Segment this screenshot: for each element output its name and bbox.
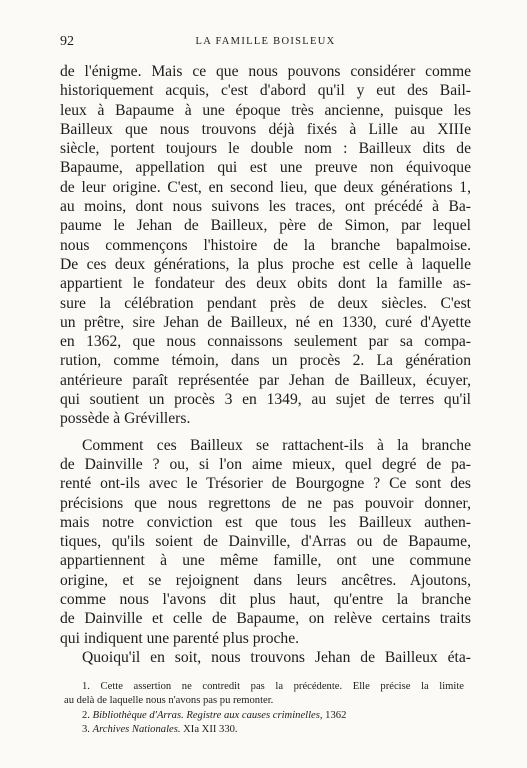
body-line: rution, comme témoin, dans un procès 2. La génération (60, 352, 471, 370)
body-line: qui indiquent une parenté plus proche. (60, 629, 300, 647)
body-line: un prêtre, sire Jehan de Bailleux, né en 1330, curé d'Ayette (60, 313, 471, 331)
body-line: antérieure paraît représentée par Jehan de Bailleux, écuyer, (60, 371, 471, 389)
body-line: appartiennent à une même famille, ont une commune (60, 552, 471, 570)
footnote-2 (64, 709, 464, 723)
body-line: historiquement acquis, c'est d'abord qu'il y eut des Bail- (60, 82, 471, 100)
footnote-3 (64, 723, 464, 737)
body-line: mais notre conviction est que tous les Bailleux authen- (60, 513, 471, 531)
body-line: de Dainville ? ou, si l'on aime mieux, quel degré de pa- (60, 455, 471, 473)
footnote-3-source: Archives Nationales. (92, 724, 181, 736)
body-line: origine, et se rejoignent dans leurs ancêtres. Ajoutons, (60, 571, 471, 589)
running-title: LA FAMILLE BOISLEUX (195, 36, 336, 47)
body-line: De ces deux générations, la plus proche est celle à laquelle (60, 255, 471, 273)
body-line: sure la célébration pendant près de deux siècles. C'est (60, 294, 471, 312)
body-line: leux à Bapaume à une époque très ancienne, puisque les (60, 101, 471, 119)
body-line: précisions que nous regrettons de ne pas pouvoir donner, (60, 494, 471, 512)
body-line: de Dainville et celle de Bapaume, on relève certains traits (60, 610, 471, 628)
page-number: 92 (60, 34, 74, 49)
body-line: comme nous l'avons dit plus haut, qu'entre la branche (60, 591, 471, 609)
body-line: en 1362, que nous connaissons seulement par sa compa- (60, 333, 471, 351)
footnote-1-line: au delà de laquelle nous n'avons pas pu remonter. (64, 695, 274, 707)
footnote-2-source: Bibliothèque d'Arras. Registre aux causes criminelles, (92, 709, 323, 721)
body-line: qui soutient un procès 3 en 1349, au sujet de terres qu'il (60, 391, 471, 409)
body-line: appartient le fondateur des deux obits dont la famille as- (60, 275, 471, 293)
body-line: Quoiqu'il en soit, nous trouvons Jehan de Bailleux éta- (82, 648, 471, 666)
body-line: Bapaume, appellation qui est une preuve non équivoque (60, 159, 471, 177)
footnote-2-year: 1362 (325, 709, 347, 721)
body-line: paume le Jehan de Bailleux, père de Simon, par lequel (60, 217, 471, 235)
footnotes (64, 680, 464, 738)
body-line: possède à Grévillers. (60, 410, 191, 428)
body-line: Comment ces Bailleux se rattachent-ils à la branche (82, 436, 471, 454)
page-header (60, 34, 471, 54)
body-line: renté ont-ils avec le Trésorier de Bourgogne ? Ce sont des (60, 475, 471, 493)
body-line: siècle, portent toujours le double nom : Bailleux dits de (60, 140, 471, 158)
body-text (60, 62, 471, 667)
body-line: Bailleux que nous trouvons déjà fixés à Lille au XIIIe (60, 120, 471, 138)
footnote-3-number: 3. (82, 724, 90, 736)
body-line: de l'énigme. Mais ce que nous pouvons considérer comme (60, 63, 471, 80)
body-line: tiques, qu'ils soient de Dainville, d'Arras ou de Bapaume, (60, 533, 471, 551)
body-line: nous commençons l'histoire de la branche bapalmoise. (60, 236, 471, 254)
footnote-2-number: 2. (82, 709, 90, 721)
body-line: au moins, dont nous suivons les traces, ont précédé à Ba- (60, 198, 471, 216)
body-line: de leur origine. C'est, en second lieu, que deux générations 1, (60, 178, 471, 196)
footnote-1-line: 1. Cette assertion ne contredit pas la précédente. Elle précise la limite (82, 681, 464, 692)
footnote-3-reference: XIa XII 330. (183, 724, 238, 736)
